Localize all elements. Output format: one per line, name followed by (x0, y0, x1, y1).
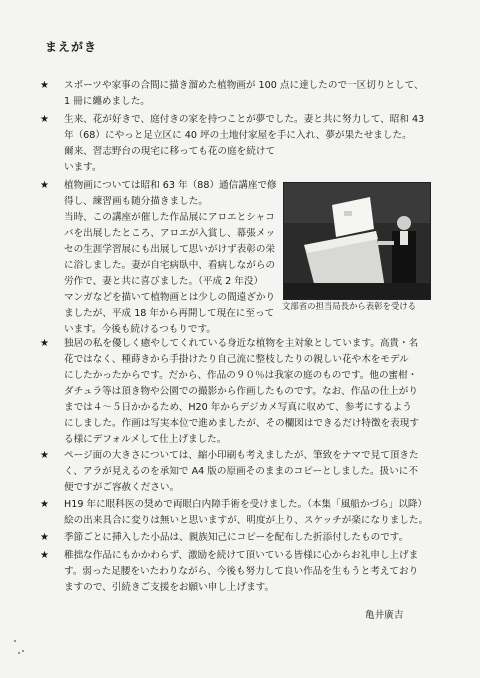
star-bullet: ★ (40, 532, 49, 543)
text-line: ページ面の大きさについては、縮小印刷も考えましたが、筆致をナマで見て頂きた (64, 450, 419, 461)
text-line: います。 (64, 162, 102, 173)
text-line: までは４～５日かかるため、H20 年からデジカメ写真に収めて、参考にするよう (64, 402, 412, 413)
text-line: 独居の私を優しく癒やしてくれている身近な植物を主対象としています。高貴・名 (64, 338, 419, 349)
text-line: る様にデフォルメして仕上げました。 (64, 434, 227, 445)
text-line: セの生涯学習展にも出展して思いがけず表彰の栄 (64, 244, 276, 255)
text-line: マンガなどを描いて植物画とは少しの間遠ざかり (64, 292, 276, 303)
text-line: く、アラが見えるのを承知で A4 版の原画そのままのコピーとしました。扱いに不 (64, 466, 418, 477)
text-line: H19 年に眼科医の奨めで両眼白内障手術を受けました。（本集「風船かづら」以降） (64, 499, 428, 510)
author-signature: 亀井廣吉 (365, 610, 404, 621)
text-line: にしました。作画は写実本位で進めましたが、その欄図はできるだけ特徴を表現す (64, 418, 419, 429)
text-line: 便ですがご容赦ください。 (64, 482, 180, 493)
text-line: にしたかったからです。だから、作品の９０％は我家の庭のものです。他の蜜柑・ (64, 370, 418, 381)
star-bullet: ★ (40, 180, 49, 191)
page-title: まえがき (45, 40, 98, 54)
list-item (40, 530, 440, 546)
star-bullet: ★ (40, 499, 49, 510)
text-line: ますので、引続きご支援をお願い申し上げます。 (64, 582, 275, 593)
award-photo (283, 182, 431, 300)
text-line: 1 冊に纏めました。 (64, 96, 150, 107)
list-item (40, 497, 440, 529)
text-line: スポーツや家事の合間に描き溜めた植物画が 100 点に達したので一区切りとして、 (64, 80, 424, 91)
scan-speck (18, 652, 20, 654)
photo-caption: 文部省の担当局長から表彰を受ける (282, 301, 416, 311)
star-bullet: ★ (40, 114, 49, 125)
text-line: ダチュラ等は頂き物や公園での撮影から作画したものです。なお、作品の仕上がり (64, 386, 418, 397)
star-bullet: ★ (40, 80, 49, 91)
list-item (40, 548, 440, 596)
text-line: 稚拙な作品にもかかわらず、激励を続けて頂いている皆様に心からお礼申し上げま (64, 550, 419, 561)
text-line: 生来、花が好きで、庭付きの家を持つことが夢でした。妻と共に努力して、昭和 43 (64, 114, 425, 125)
text-line: 年（68）にやっと足立区に 40 坪の土地付家屋を手に入れ、夢が果たせました。 (64, 130, 412, 141)
text-line: 花ではなく、種蒔きから手掛けたり自己流に整枝したりの親しい花や木をモデル (64, 354, 409, 365)
text-line: に浴しました。妻が自宅病臥中、看病しながらの (64, 260, 276, 271)
text-line: います。今後も続けるつもりです。 (64, 324, 216, 335)
scan-speck (14, 640, 16, 642)
text-line: 季節ごとに挿入した小品は、親族知己にコピーを配布した折添付したものです。 (64, 532, 409, 543)
list-item (40, 78, 440, 110)
list-item (40, 448, 440, 496)
text-line: す。弱った足腰をいたわりながら、今後も努力して良い作品を生もうと考えており (64, 566, 419, 577)
text-line: 当時、この講座が催した作品展にアロエとシャコ (64, 212, 275, 223)
scan-speck (22, 650, 24, 652)
star-bullet: ★ (40, 550, 49, 561)
text-line: ましたが、平成 18 年から再開して現在に至って (64, 308, 275, 319)
text-line: 労作で、妻と共に喜びました。（平成 2 年没） (64, 276, 264, 287)
text-line: バを出展したところ、アロエが入賞し、幕張メッ (64, 228, 276, 239)
text-line: 絵の出来具合に変りは無いと思いますが、明度が上り、スケッチが楽になりました。 (64, 515, 429, 526)
text-line: 植物画については昭和 63 年（88）通信講座で修 (64, 180, 277, 191)
list-item (40, 112, 440, 176)
text-line: 得し、練習画も随分描きました。 (64, 196, 208, 207)
list-item (40, 336, 440, 448)
star-bullet: ★ (40, 450, 49, 461)
text-line: 爾来、習志野台の現宅に移っても花の庭を続けて (64, 146, 276, 157)
star-bullet: ★ (40, 338, 49, 349)
